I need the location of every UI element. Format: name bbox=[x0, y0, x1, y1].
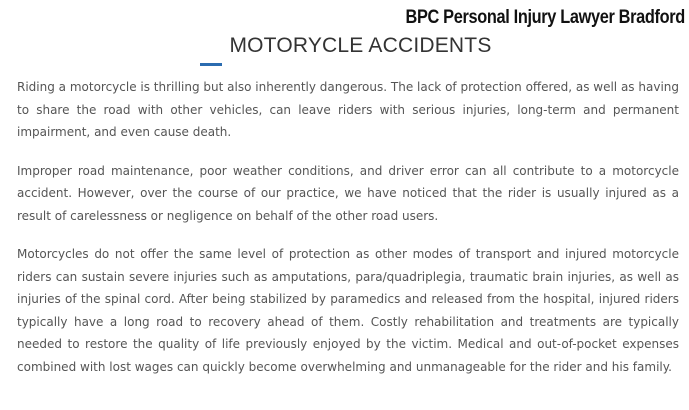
article-body bbox=[17, 76, 679, 394]
paragraph-intro: Riding a motorcycle is thrilling but also inherently dangerous. The lack of protection offered, as well as having to share the road with other vehicles, can leave riders with serious injuries, long-term and permanent impairment, and even cause death. bbox=[17, 80, 679, 139]
title-underline-accent bbox=[200, 63, 222, 66]
paragraph-injuries: Motorcycles do not offer the same level of protection as other modes of transport and injured motorcycle riders can sustain severe injuries such as amputations, para/quadriplegia, traumatic brain injuries, as well as injuries of the spinal cord. After being stabilized by paramedics and released from the hospital, injured riders typically have a long road to recovery ahead of them. Costly rehabilitation and treatments are typically needed to restore the quality of life previously enjoyed by the victim. Medical and out-of-pocket expenses combined with lost wages can quickly become overwhelming and unmanageable for the rider and his family. bbox=[17, 247, 679, 374]
brand-name: BPC Personal Injury Lawyer Bradford bbox=[405, 7, 685, 28]
title-container bbox=[0, 34, 689, 58]
page-title: MOTORYCLE ACCIDENTS bbox=[229, 34, 492, 57]
paragraph-causes: Improper road maintenance, poor weather conditions, and driver error can all contribute to a motorcycle accident. However, over the course of our practice, we have noticed that the rider is usually injured as a result of carelessness or negligence on behalf of the other road users. bbox=[17, 163, 679, 223]
